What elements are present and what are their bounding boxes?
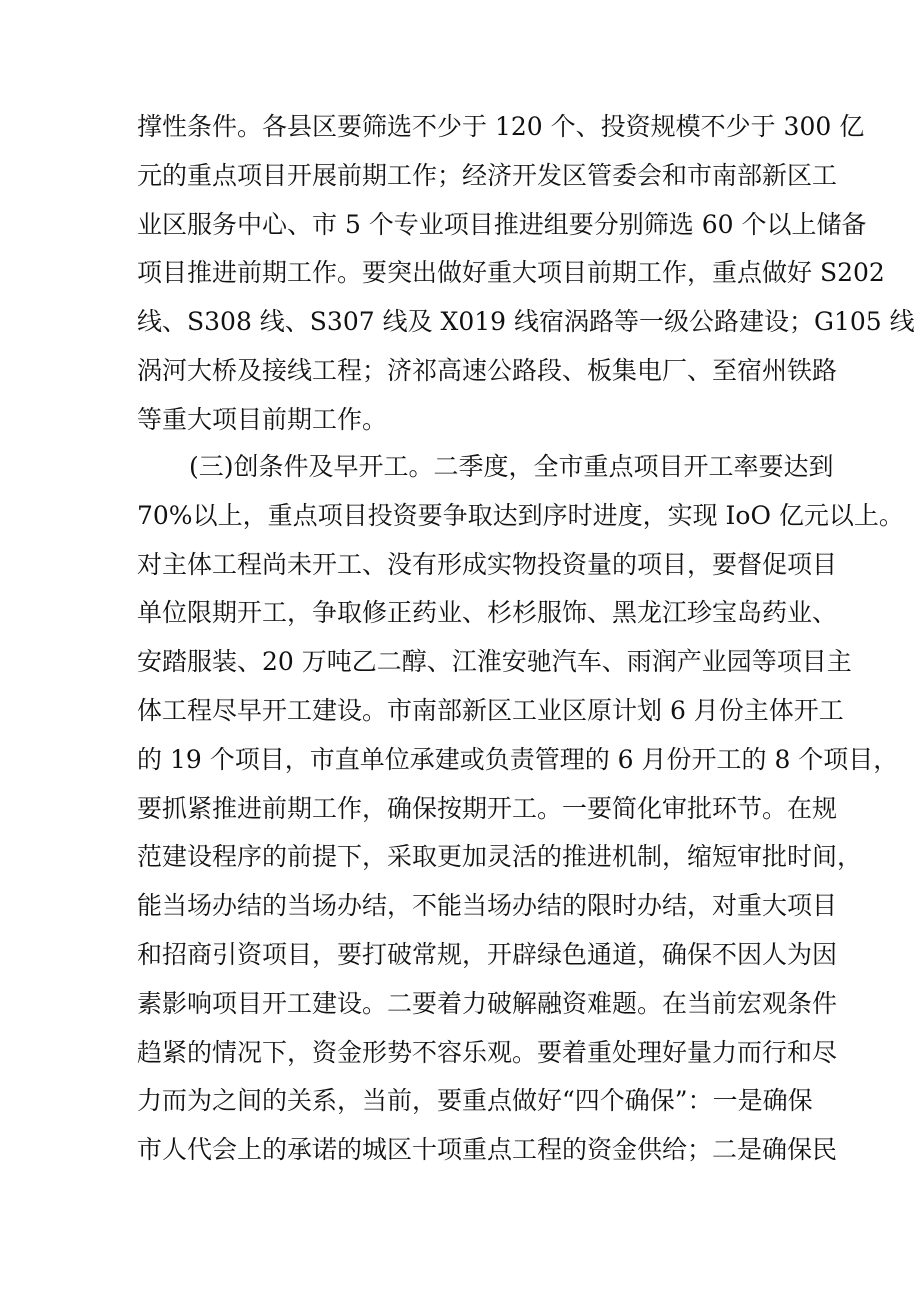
text-line: 元的重点项目开展前期工作；经济开发区管委会和市南部新区工 [137, 160, 838, 190]
text-line: 线、S308 线、S307 线及 X019 线宿涡路等一级公路建设；G105 线 [137, 307, 915, 337]
text-line: 安踏服装、20 万吨乙二醇、江淮安驰汽车、雨润产业园等项目主 [137, 647, 852, 677]
text-line: 项目推进前期工作。要突出做好重大项目前期工作，重点做好 S202 [137, 258, 885, 288]
text-line: 素影响项目开工建设。二要着力破解融资难题。在当前宏观条件 [137, 988, 838, 1018]
text-line: 要抓紧推进前期工作，确保按期开工。一要简化审批环节。在规 [137, 793, 838, 823]
text-line: 力而为之间的关系，当前，要重点做好“四个确保”：一是确保 [137, 1086, 813, 1116]
text-line: 范建设程序的前提下，采取更加灵活的推进机制，缩短审批时间， [137, 842, 863, 872]
text-line: 70%以上，重点项目投资要争取达到序时进度，实现 IoO 亿元以上。 [137, 500, 904, 530]
text-line: 涡河大桥及接线工程；济祁高速公路段、板集电厂、至宿州铁路 [137, 355, 838, 385]
text-line: 体工程尽早开工建设。市南部新区工业区原计划 6 月份主体开工 [137, 695, 844, 725]
text-line: 和招商引资项目，要打破常规，开辟绿色通道，确保不因人为因 [137, 939, 838, 969]
text-line: 单位限期开工，争取修正药业、杉杉服饰、黑龙江珍宝岛药业、 [137, 598, 838, 628]
text-line: 能当场办结的当场办结，不能当场办结的限时办结，对重大项目 [137, 891, 838, 921]
text-line: 的 19 个项目，市直单位承建或负责管理的 6 月份开工的 8 个项目， [137, 744, 899, 774]
paragraph-1 [137, 103, 915, 445]
text-line: 业区服务中心、市 5 个专业项目推进组要分别筛选 60 个以上储备 [137, 209, 867, 239]
text-line: 趋紧的情况下，资金形势不容乐观。要着重处理好量力而行和尽 [137, 1037, 838, 1067]
section-heading-line: (三)创条件及早开工。二季度，全市重点项目开工率要达到 [189, 452, 834, 481]
text-line: 撑性条件。各县区要筛选不少于 120 个、投资规模不少于 300 亿 [137, 112, 865, 141]
paragraph-2 [137, 443, 904, 1175]
text-line: 等重大项目前期工作。 [137, 404, 388, 434]
text-line: 市人代会上的承诺的城区十项重点工程的资金供给；二是确保民 [137, 1135, 838, 1165]
text-line: 对主体工程尚未开工、没有形成实物投资量的项目，要督促项目 [137, 549, 838, 579]
